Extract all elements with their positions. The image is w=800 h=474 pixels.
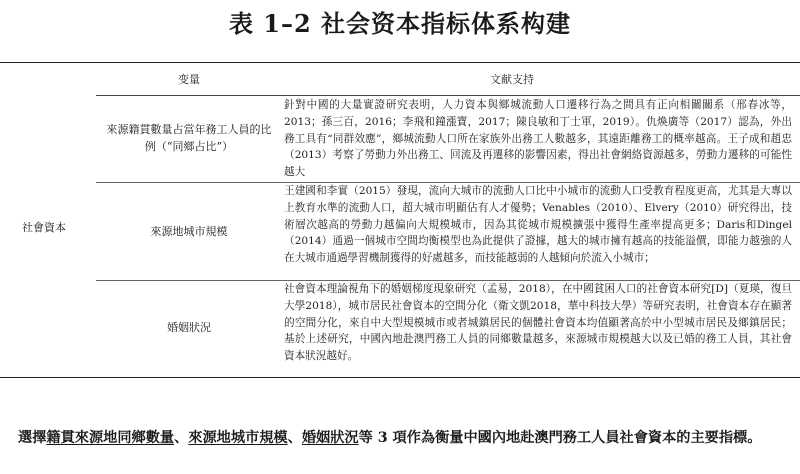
literature-text: 社會資本理論視角下的婚姻梯度現象研究（孟易，2018），在中國貧困人口的社會資本研究[D]（夏瑛，復旦大學2018），城市居民社會資本的空間分化（衛文凱2018，華中科技大學）等研究表明，社會資本存在顯著的空間分化，來自中大型規模城市或者城鎮居民的個體社會資本均值顯著高於中小型城市居民及鄉鎮居民；基於上述研究，中國內地赴澳門務工人員的同鄉數量越多，來源城市規模越大以及已婚的務工人員，其社會資本狀況越好。 [284,283,792,363]
note-prefix: 選擇 [18,430,47,446]
variable-label: 來源籍貫數量占當年務工人員的比例（“同鄉占比”） [106,123,272,153]
indicator-table [0,62,800,378]
header-divider [96,95,800,96]
column-header-literature: 文献支持 [490,73,534,86]
column-header-variable: 变量 [178,73,200,86]
note-indicator-city-size: 來源地城市規模 [188,430,288,446]
category-label: 社會資本 [22,221,66,234]
page-title: 表 1–2 社会资本指标体系构建 [228,9,572,38]
variable-label: 婚姻狀況 [167,321,211,334]
literature-text: 王建國和李實（2015）發現，流向大城市的流動人口比中小城市的流動人口受教育程度更高，尤其是大專以上教育水準的流動人口，超大城市明顯佔有人才優勢；Venables（2010）、Elvery（2010）研究得出，技術層次越高的勞動力越偏向大規模城市，因為其從城市規模擴張中獲得生產率提高更多；Daris和Dingel（2014）通過一個城市空間均衡模型也為此提供了證據，越大的城市擁有越高的技能溢價，即能力越強的人在大城市通過學習機制獲得的好處越多，而技能越弱的人越傾向於流入小城市； [284,185,792,265]
note-indicator-hometown: 籍貫來源地同鄉數量 [46,430,175,446]
literature-text: 針對中國的大量實證研究表明，人力資本與鄉城流動人口遷移行為之間具有正向相關關系（邢春冰等，2013；孫三百，2016；李飛和鐘漲寶，2017；陳良敏和丁士軍，2019）。仇煥廣等（2017）認為，外出務工具有“同群效應”，鄉城流動人口所在家族外出務工人數越多，其遠距離務工的概率越高。王子成和趙忠（2013）考察了勞動力外出務工、回流及再遷移的影響因素，得出社會網絡資源越多，勞動力遷移的可能性越大 [284,99,792,179]
note-separator: 、 [174,430,189,446]
note-separator: 、 [287,430,302,446]
note-indicator-marital: 婚姻狀況 [301,430,359,446]
variable-label: 來源地城市規模 [150,225,228,238]
note-suffix: 等 3 項作為衡量中國內地赴澳門務工人員社會資本的主要指標。 [358,430,762,446]
summary-note [18,428,788,448]
